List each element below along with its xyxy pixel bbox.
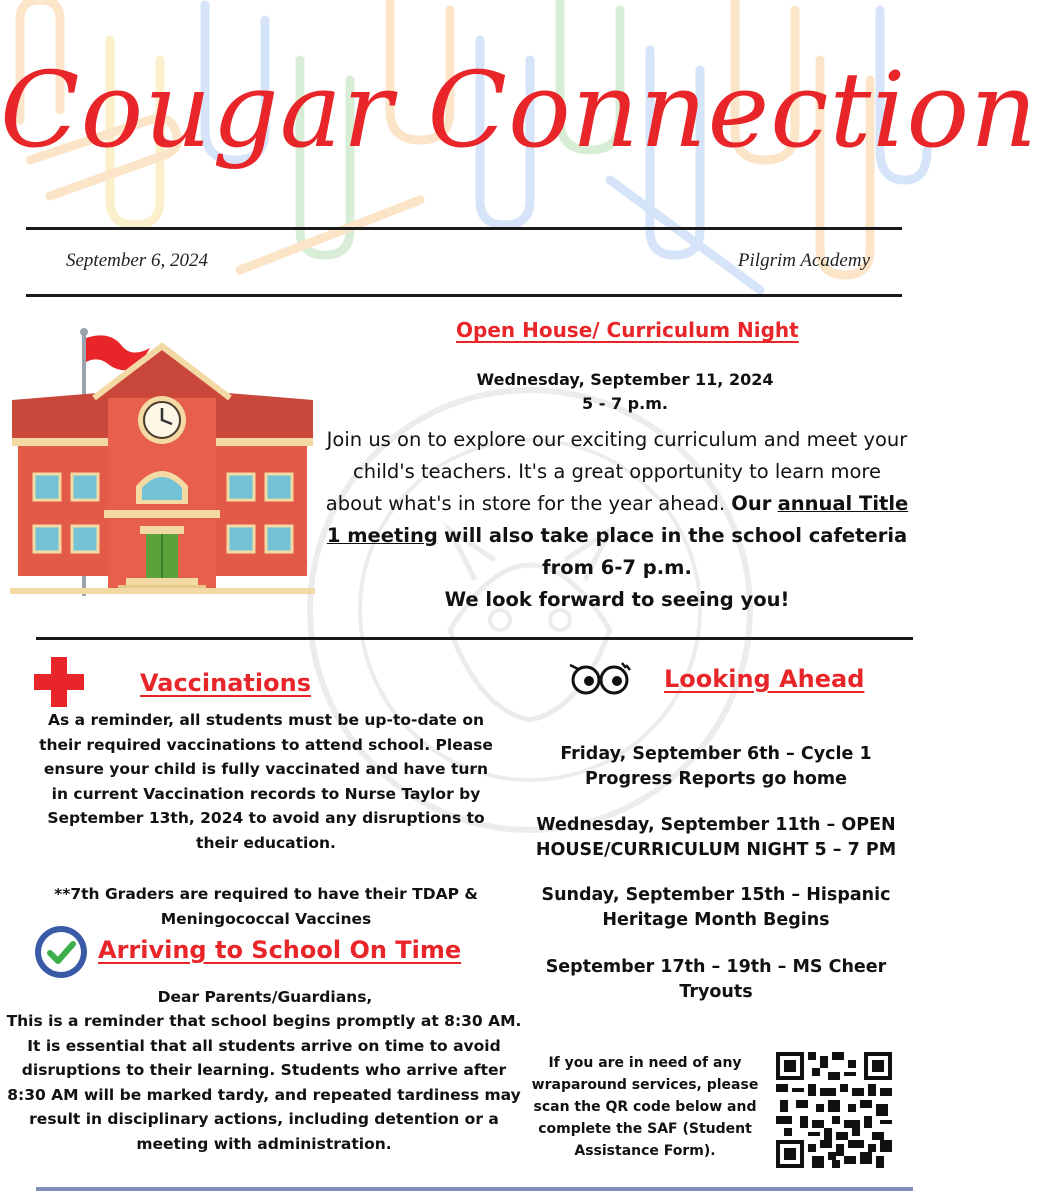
open-house-intro: Join us on to explore our exciting curriculum and meet your child's teachers. It's a great opportunity to learn more about what's in store for the year ahead.	[325, 428, 908, 515]
event-item: September 17th – 19th – MS Cheer Tryouts	[545, 957, 887, 1002]
open-house-bold-pre: Our	[731, 492, 772, 515]
school-name: Pilgrim Academy	[737, 250, 870, 271]
header-top-rule	[26, 227, 902, 230]
footer-rule	[36, 1187, 913, 1191]
open-house-date: Wednesday, September 11, 2024	[476, 370, 774, 389]
newsletter-date: September 6, 2024	[66, 250, 208, 271]
open-house-time: 5 - 7 p.m.	[582, 394, 668, 413]
title1-meeting-text: annual Title 1 meeting	[326, 492, 909, 547]
vaccinations-note: **7th Graders are required to have their TDAP & Meningococcal Vaccines	[54, 885, 478, 928]
arriving-body: This is a reminder that school begins promptly at 8:30 AM. It is essential that all students arrive on time to avoid disruptions to their learning. Students who arrive after 8:30 AM will be marked tardy, and repeated tardiness may result in disciplinary actions, including detention or a meeting with administration.	[6, 1012, 522, 1153]
looking-ahead-heading: Looking Ahead	[664, 665, 865, 693]
event-item: Sunday, September 15th – Hispanic Heritage Month Begins	[541, 885, 891, 930]
qr-code-icon[interactable]	[776, 1052, 892, 1168]
newsletter-title: Cougar Connection	[0, 49, 1038, 171]
wraparound-text: If you are in need of any wraparound services, please scan the QR code below and complete the SAF (Student Assistance Form).	[531, 1055, 759, 1159]
vaccinations-body: As a reminder, all students must be up-to-date on their required vaccinations to attend school. Please ensure your child is fully vaccinated and have turn in current Vaccination records to Nurse Taylor by September 13th, 2024 to avoid any disruptions to their education.	[39, 711, 493, 852]
open-house-closing: We look forward to seeing you!	[444, 588, 790, 611]
event-item: Wednesday, September 11th – OPEN HOUSE/CURRICULUM NIGHT 5 – 7 PM	[535, 815, 897, 860]
arriving-greeting: Dear Parents/Guardians,	[157, 988, 373, 1006]
red-cross-icon	[34, 657, 84, 707]
open-house-bold-post: will also take place in the school cafeteria from 6-7 p.m.	[444, 524, 908, 579]
section-divider-rule	[36, 637, 913, 640]
vaccinations-heading: Vaccinations	[140, 669, 311, 697]
eyes-icon	[564, 660, 636, 696]
open-house-heading: Open House/ Curriculum Night	[456, 318, 799, 342]
checkmark-clock-icon	[33, 924, 89, 980]
arriving-heading: Arriving to School On Time	[98, 936, 462, 964]
event-item: Friday, September 6th – Cycle 1 Progress Reports go home	[560, 744, 872, 789]
school-building-icon	[10, 328, 315, 598]
open-house-body	[322, 424, 912, 616]
header-bottom-rule	[26, 294, 902, 297]
